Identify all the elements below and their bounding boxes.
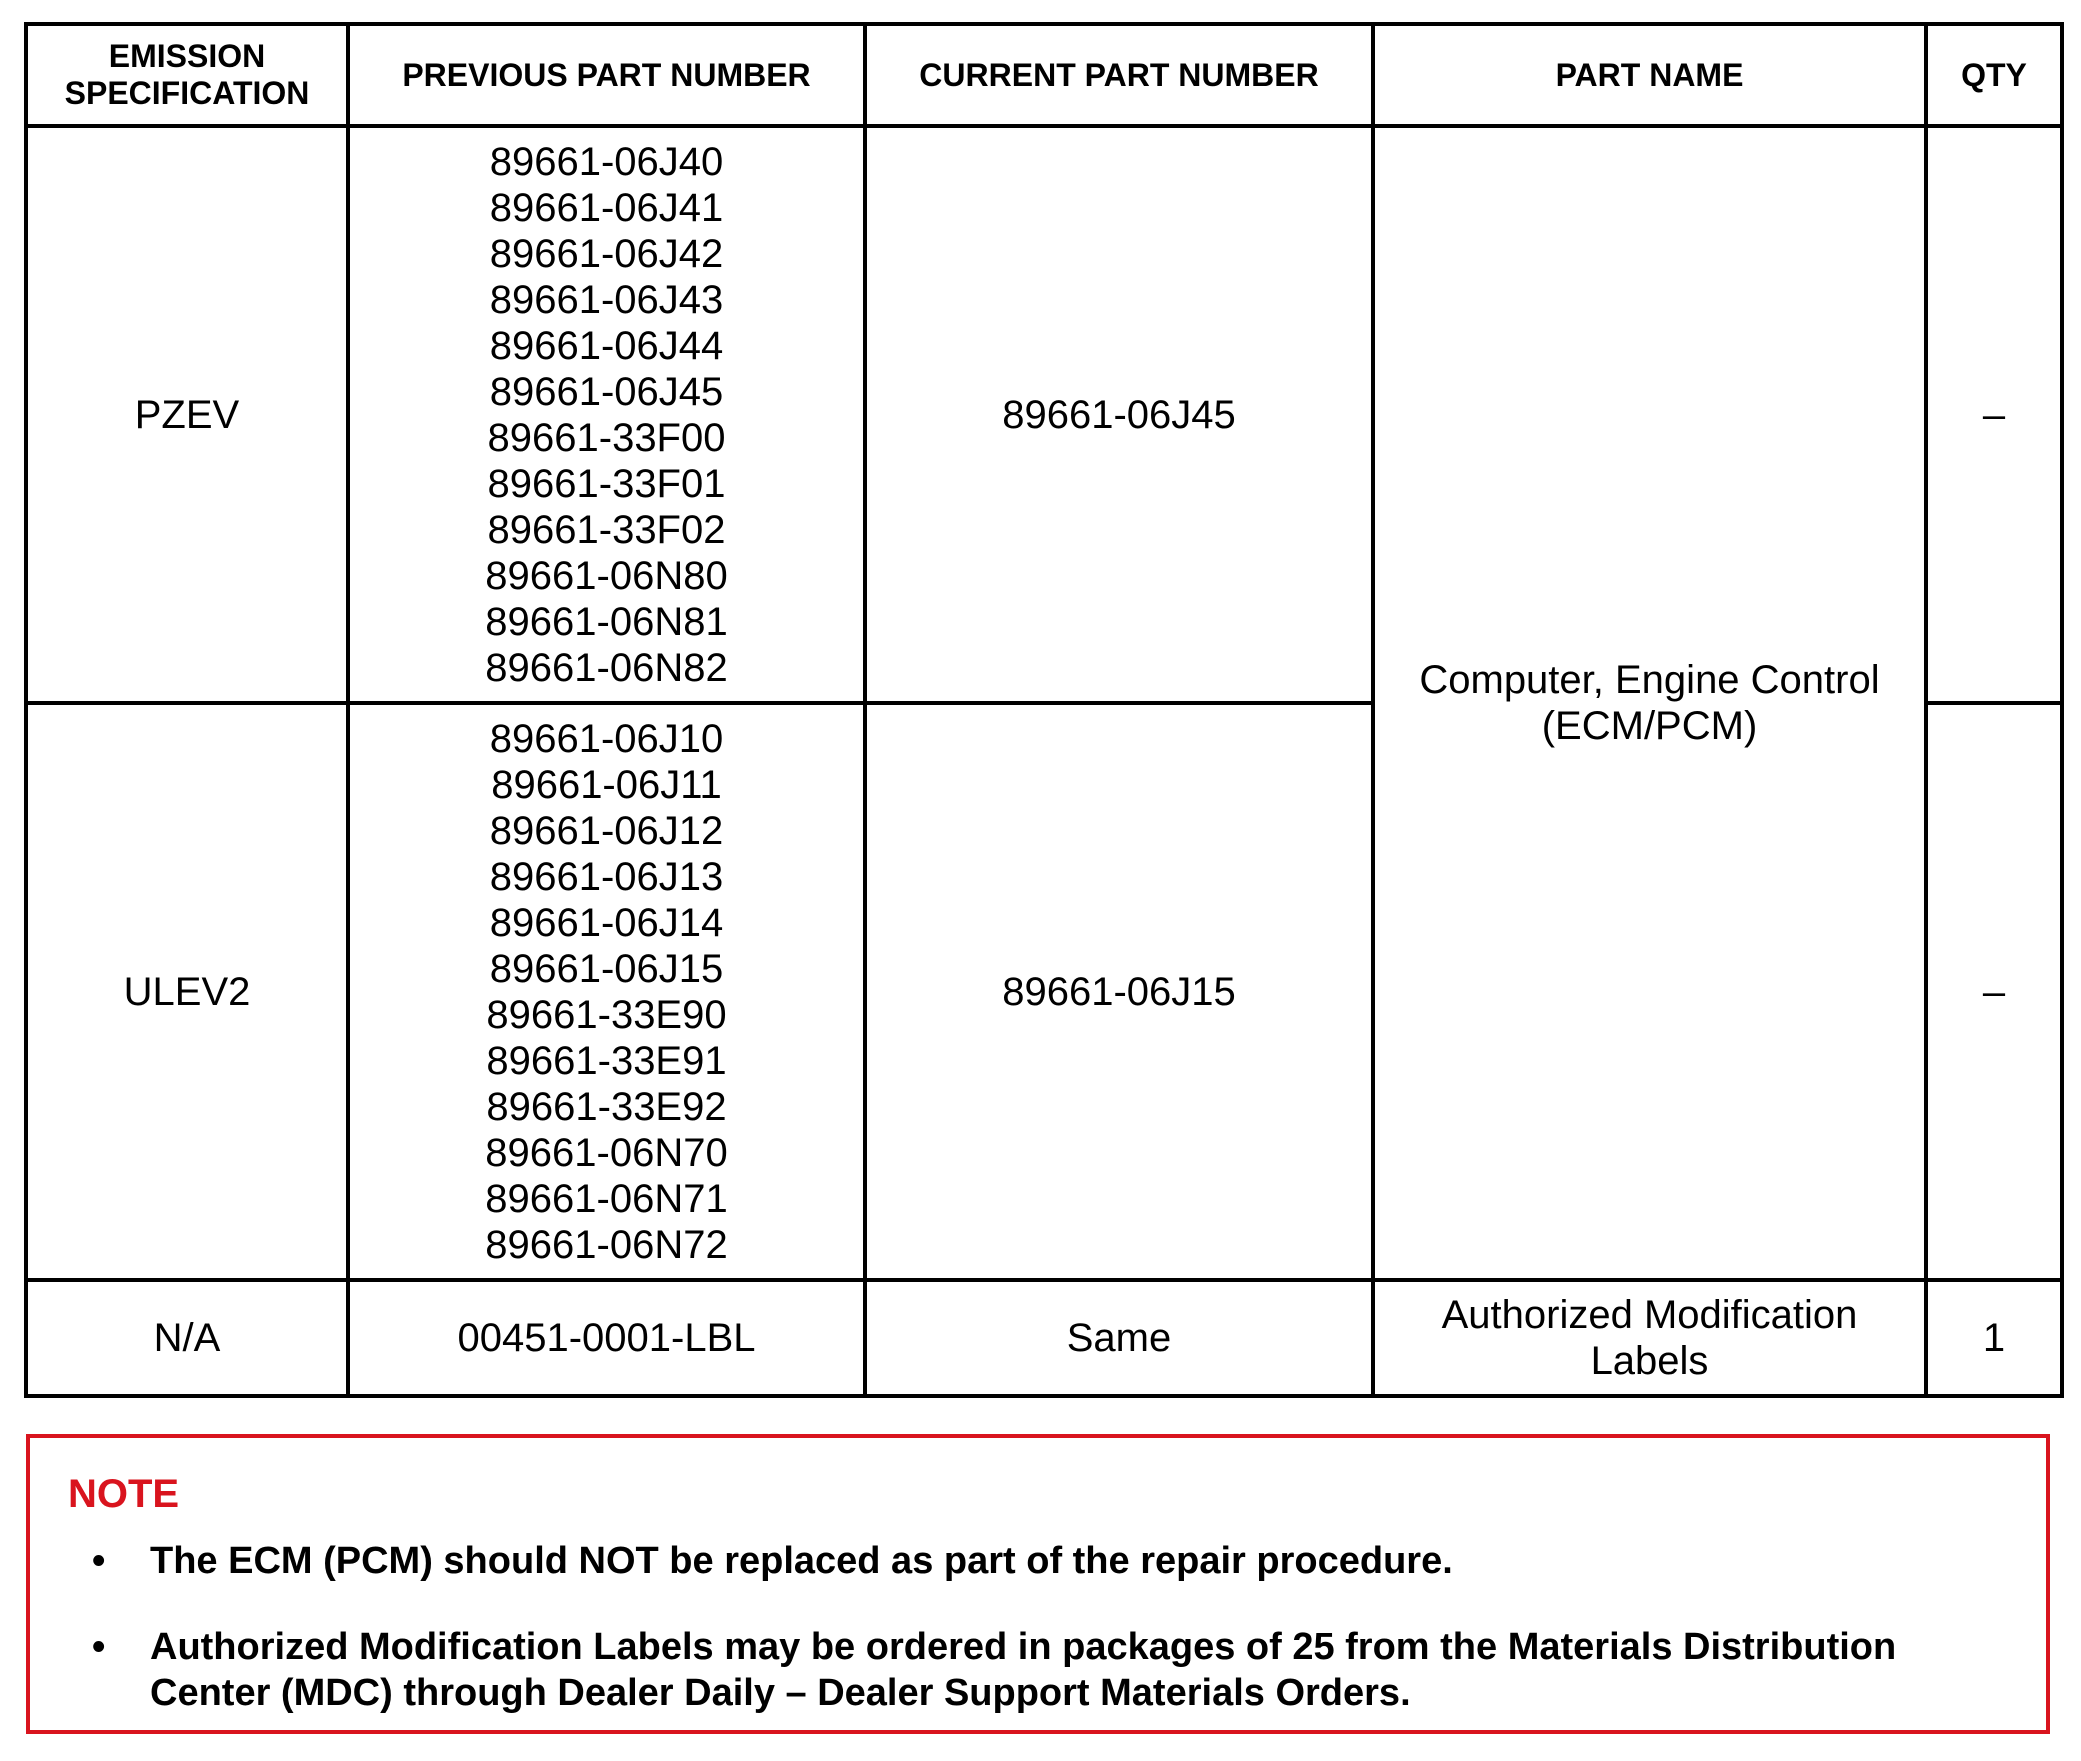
table-row-pzev <box>26 126 2062 703</box>
current-part-number-cell: 89661-06J45 <box>865 126 1373 703</box>
previous-part-numbers-cell <box>348 703 865 1280</box>
parts-table <box>24 22 2064 1398</box>
previous-part-number: 89661-06J40 <box>489 139 724 184</box>
previous-part-number: 89661-06J44 <box>489 323 724 368</box>
previous-part-number: 89661-06N81 <box>485 599 728 644</box>
header-current-part-number: CURRENT PART NUMBER <box>865 24 1373 126</box>
header-emission-spec: EMISSION SPECIFICATION <box>26 24 348 126</box>
note-item <box>64 1624 2024 1716</box>
part-name-cell: Computer, Engine Control (ECM/PCM) <box>1373 126 1926 1280</box>
previous-part-number: 89661-33F02 <box>487 507 726 552</box>
previous-part-number: 89661-06J41 <box>489 185 724 230</box>
previous-part-number: 89661-06J43 <box>489 277 724 322</box>
emission-spec-cell: N/A <box>26 1280 348 1396</box>
note-item <box>64 1538 2024 1584</box>
previous-part-numbers-cell <box>348 126 865 703</box>
previous-part-number: 89661-06J13 <box>489 854 724 899</box>
previous-part-number: 89661-33F01 <box>487 461 726 506</box>
qty-cell: – <box>1926 126 2062 703</box>
previous-part-number: 89661-06J12 <box>489 808 724 853</box>
note-item-text: Authorized Modification Labels may be ordered in packages of 25 from the Materials Distribution Center (MDC) through Dealer Daily – Dealer Support Materials Orders. <box>150 1626 1897 1714</box>
header-qty: QTY <box>1926 24 2062 126</box>
previous-part-number: 89661-33E90 <box>486 992 727 1037</box>
previous-part-number: 89661-06J11 <box>491 762 722 807</box>
current-part-number-cell: 89661-06J15 <box>865 703 1373 1280</box>
previous-part-number: 89661-06N70 <box>485 1130 728 1175</box>
previous-part-number: 89661-06N71 <box>485 1176 728 1221</box>
previous-part-number: 89661-33F00 <box>487 415 726 460</box>
previous-part-number: 89661-06N72 <box>485 1222 728 1267</box>
previous-part-number: 89661-06J15 <box>489 946 724 991</box>
emission-spec-cell: ULEV2 <box>26 703 348 1280</box>
emission-spec-cell: PZEV <box>26 126 348 703</box>
bullet-icon: • <box>92 1540 106 1582</box>
table-row-na <box>26 1280 2062 1396</box>
previous-part-number: 89661-06N80 <box>485 553 728 598</box>
previous-part-number: 89661-06J10 <box>489 716 724 761</box>
table-header-row <box>26 24 2062 126</box>
previous-part-number: 89661-06J45 <box>489 369 724 414</box>
previous-part-number-cell: 00451-0001-LBL <box>348 1280 865 1396</box>
part-name-cell: Authorized Modification Labels <box>1373 1280 1926 1396</box>
bullet-icon: • <box>92 1626 106 1668</box>
previous-part-number: 89661-06N82 <box>485 645 728 690</box>
note-title: NOTE <box>68 1472 180 1516</box>
qty-cell: – <box>1926 703 2062 1280</box>
header-part-name: PART NAME <box>1373 24 1926 126</box>
previous-part-number: 89661-06J42 <box>489 231 724 276</box>
header-previous-part-number: PREVIOUS PART NUMBER <box>348 24 865 126</box>
current-part-number-cell: Same <box>865 1280 1373 1396</box>
previous-part-number: 89661-33E91 <box>486 1038 727 1083</box>
previous-part-number: 89661-06J14 <box>489 900 724 945</box>
note-box <box>26 1434 2050 1734</box>
previous-part-number: 89661-33E92 <box>486 1084 727 1129</box>
qty-cell: 1 <box>1926 1280 2062 1396</box>
note-list <box>64 1538 2024 1756</box>
note-item-text: The ECM (PCM) should NOT be replaced as part of the repair procedure. <box>150 1540 1453 1582</box>
